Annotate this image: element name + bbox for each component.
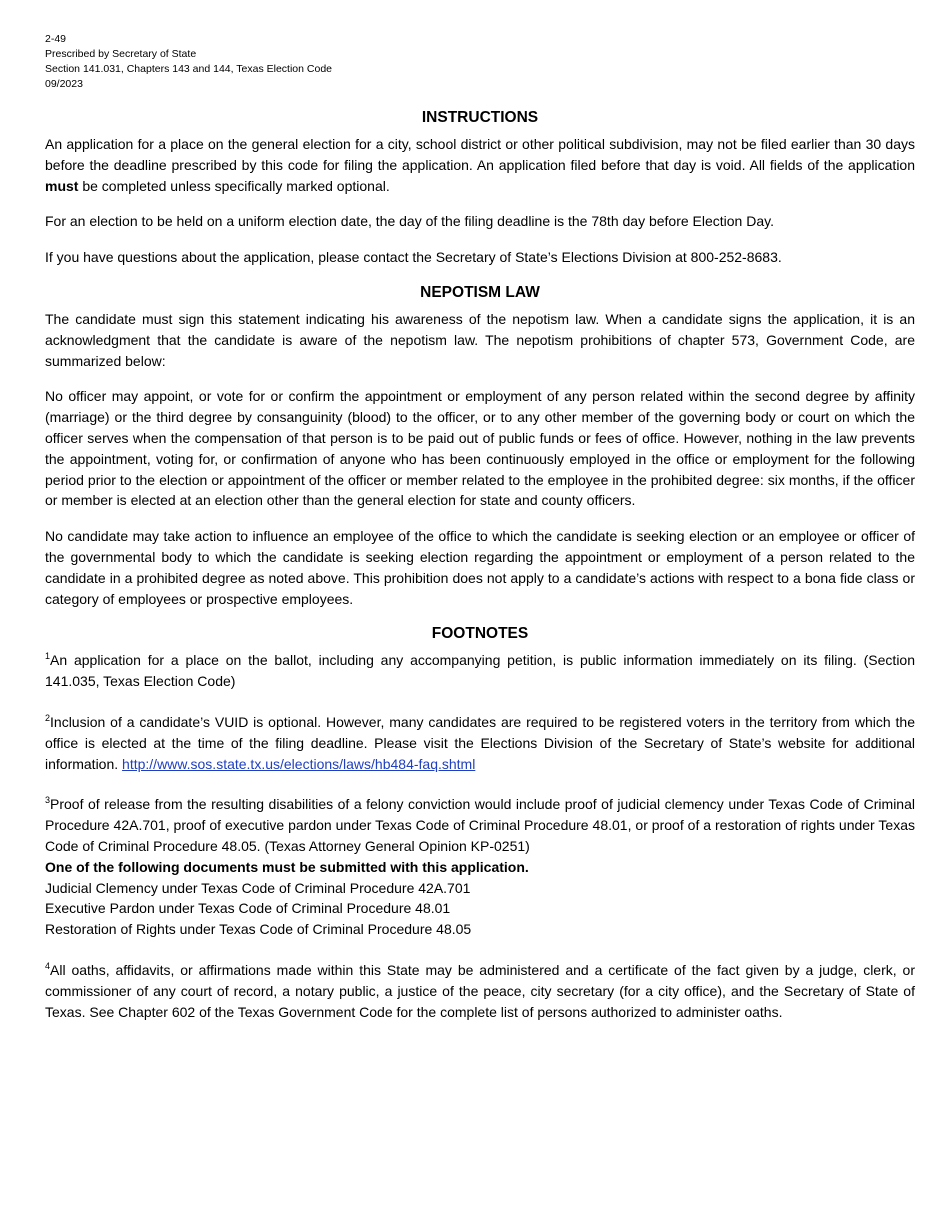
hb484-faq-link[interactable]: http://www.sos.state.tx.us/elections/laws/hb484-faq.shtml bbox=[122, 755, 476, 772]
nepotism-section bbox=[45, 283, 915, 609]
footnote-3-text: Proof of release from the resulting disabilities of a felony conviction would include proof of judicial clemency under Texas Code of Criminal Procedure 42A.701, proof of executive pardon under Texas Code of Criminal Procedure 48.01, or proof of a restoration of rights under Texas Code of Criminal Procedure 48.05. (Texas Attorney General Opinion KP-0251) bbox=[45, 796, 915, 854]
footnotes-section bbox=[45, 624, 915, 1022]
form-date: 09/2023 bbox=[45, 78, 83, 90]
nepotism-title: NEPOTISM LAW bbox=[420, 283, 540, 301]
form-number: 2-49 bbox=[45, 33, 67, 45]
nepotism-paragraph-2: No officer may appoint, or vote for or confirm the appointment or employment of any person related within the second degree by affinity (marriage) or the third degree by consanguinity (blood) to the officer, or to any other member of the governing body or court on which the officer serves when the compensation of that person is to be paid out of public funds or fees of office. However, nothing in the law prevents the appointment, voting for, or confirmation of anyone who has been continuously employed in the office or employment for the following period prior to the election or appointment of the officer or member related to the employee in the prohibited degree: six months, if the officer or member is elected at an election other than the general election for state and county officers. bbox=[45, 388, 915, 509]
prescribed-by: Prescribed by Secretary of State bbox=[45, 48, 197, 60]
instructions-paragraph-2: For an election to be held on a uniform election date, the day of the filing deadline is the 78th day before Election Day. bbox=[45, 213, 774, 230]
nepotism-paragraph-3: No candidate may take action to influence an employee of the office to which the candidate is seeking election or an employee or officer of the governmental body to which the candidate is seeking election regarding the appointment or employment of a person related to the candidate in a prohibited degree as noted above. This prohibition does not apply to a candidate’s actions with respect to a bona fide class or category of employees or prospective employees. bbox=[45, 528, 915, 607]
footnote-2 bbox=[45, 712, 915, 774]
footnote-3-mark: 3 bbox=[45, 795, 51, 806]
instructions-p1-text-b: be completed unless specifically marked optional. bbox=[78, 177, 390, 194]
footnote-2-text: Inclusion of a candidate’s VUID is optional. However, many candidates are required to be registered voters in the territory from which the office is elected at the time of the filing deadline. Please visit the Elections Division of the Secretary of State’s website for additional information. bbox=[45, 713, 915, 772]
nepotism-paragraph-1: The candidate must sign this statement indicating his awareness of the nepotism law. When a candidate signs the application, it is an acknowledgment that the candidate is aware of the nepotism law. The nepotism prohibitions of chapter 573, Government Code, are summarized below: bbox=[45, 310, 915, 369]
footnote-3-doc-item: Restoration of Rights under Texas Code of Criminal Procedure 48.05 bbox=[45, 921, 472, 938]
footnote-1-text: An application for a place on the ballot, including any accompanying petition, is public information immediately on its filing. (Section 141.035, Texas Election Code) bbox=[45, 652, 915, 690]
footnote-1 bbox=[45, 650, 915, 692]
footnote-4-text: All oaths, affidavits, or affirmations made within this State may be administered and a certificate of the fact given by a judge, clerk, or commissioner of any court of record, a notary public, a justice of the peace, city secretary (for a city office), and the Secretary of State of Texas. See Chapter 602 of the Texas Government Code for the complete list of persons authorized to administer oaths. bbox=[45, 961, 915, 1020]
footnote-4-mark: 4 bbox=[45, 960, 51, 971]
footnote-3-required-docs: One of the following documents must be submitted with this application. bbox=[45, 858, 529, 875]
document-page bbox=[45, 32, 915, 1042]
footnotes-title: FOOTNOTES bbox=[431, 625, 529, 643]
footnote-1-mark: 1 bbox=[45, 651, 51, 662]
form-header bbox=[45, 32, 915, 92]
instructions-section bbox=[45, 108, 915, 268]
code-reference: Section 141.031, Chapters 143 and 144, Texas Election Code bbox=[45, 63, 333, 75]
instructions-title: INSTRUCTIONS bbox=[421, 109, 539, 126]
instructions-paragraph-1 bbox=[45, 134, 915, 196]
footnote-2-mark: 2 bbox=[45, 712, 51, 723]
footnote-3-doc-item: Executive Pardon under Texas Code of Criminal Procedure 48.01 bbox=[45, 900, 451, 917]
footnote-3 bbox=[45, 794, 915, 940]
footnote-3-doc-item: Judicial Clemency under Texas Code of Criminal Procedure 42A.701 bbox=[45, 879, 471, 896]
instructions-p1-bold: must bbox=[45, 177, 79, 194]
instructions-p1-text-a: An application for a place on the general election for a city, school district or other political subdivision, may not be filed earlier than 30 days before the deadline prescribed by this code for filing the application. An application filed before that day is void. All fields of the application bbox=[45, 136, 915, 173]
footnote-4 bbox=[45, 960, 915, 1022]
instructions-paragraph-3: If you have questions about the application, please contact the Secretary of State’s Elections Division at 800-252-8683. bbox=[45, 249, 782, 266]
